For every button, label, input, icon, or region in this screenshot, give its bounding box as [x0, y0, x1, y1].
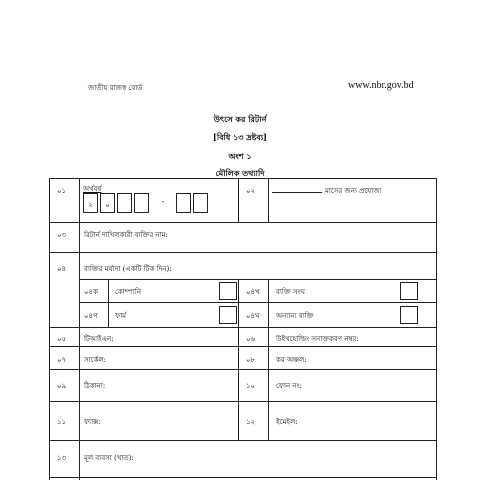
- middle-column-line: [268, 178, 269, 222]
- option-other-person-label: অন্যান্য ব্যক্তি: [276, 312, 314, 320]
- part-title: অংশ ১: [228, 151, 252, 161]
- tin-label: টিআইএন:: [84, 335, 114, 343]
- circle-label: সার্কেল:: [84, 356, 106, 364]
- fiscal-year-digit: ২: [88, 201, 93, 209]
- tax-zone-label: কর অঞ্চল:: [276, 356, 307, 364]
- row-number: ০৩: [57, 231, 67, 239]
- fiscal-year-digit-box[interactable]: [117, 193, 132, 213]
- applicable-month-label: মাসের জন্য প্রযোজ্য: [325, 187, 382, 195]
- middle-column-line: [268, 327, 269, 440]
- row-number: ১১: [57, 418, 67, 426]
- option-number: ০৪গ: [84, 312, 98, 320]
- row-number: ০৬: [246, 335, 256, 343]
- option-grid-line: [79, 302, 437, 303]
- fiscal-year-label: অর্থবর্ষ: [83, 185, 102, 193]
- person-status-label: ব্যক্তির মর্যাদা (একটি টিক দিন):: [84, 265, 172, 273]
- row-line: [49, 369, 437, 370]
- main-business-label: মূল ব্যবসা (খাত):: [84, 454, 134, 462]
- address-label: ঠিকানা:: [84, 382, 106, 390]
- row-line: [49, 327, 437, 328]
- phone-label: ফোন নং:: [276, 382, 302, 390]
- option-association-checkbox[interactable]: [400, 282, 418, 300]
- option-company-checkbox[interactable]: [219, 282, 237, 300]
- row-line: [49, 346, 437, 347]
- option-other-person-checkbox[interactable]: [400, 306, 418, 324]
- section-title: মৌলিক তথ্যাদি: [215, 168, 265, 178]
- row-number: ১০: [246, 382, 256, 390]
- form-title: উৎসে কর রিটার্ন: [213, 114, 267, 124]
- fiscal-year-digit-box[interactable]: [193, 193, 208, 213]
- option-grid-line: [108, 279, 109, 327]
- row-number: ০১: [57, 187, 67, 195]
- middle-column-line: [238, 327, 239, 440]
- row-line: [49, 477, 437, 478]
- number-column-line: [79, 178, 80, 480]
- filer-name-label: রিটার্ন দাখিলকারী ব্যক্তির নাম:: [84, 231, 168, 239]
- board-name: জাতীয় রাজস্ব বোর্ড: [88, 84, 143, 92]
- option-company-label: কোম্পানি: [115, 288, 142, 296]
- row-number: ১৩: [57, 454, 67, 462]
- option-grid-line: [238, 279, 239, 327]
- option-grid-line: [268, 279, 269, 327]
- fax-label: ফ্যাক্স:: [84, 418, 101, 426]
- row-number: ১২: [246, 418, 256, 426]
- row-line: [49, 252, 437, 253]
- row-number: ০৭: [57, 356, 67, 364]
- fiscal-year-digit: ০: [105, 201, 110, 209]
- option-firm-label: ফার্ম: [115, 312, 127, 320]
- row-number: ০৫: [57, 335, 67, 343]
- option-grid-line: [79, 279, 437, 280]
- row-number: ০৪: [57, 265, 67, 273]
- row-number: ০৯: [57, 382, 67, 390]
- website-url[interactable]: www.nbr.gov.bd: [348, 80, 414, 91]
- option-number: ০৪খ: [246, 288, 260, 296]
- row-line: [49, 440, 437, 441]
- fiscal-year-dash: -: [161, 198, 165, 206]
- fiscal-year-digit-box[interactable]: [134, 193, 149, 213]
- row-number: ০২: [246, 187, 256, 195]
- table-border-left: [49, 178, 50, 480]
- option-firm-checkbox[interactable]: [219, 306, 237, 324]
- table-border-right: [436, 178, 437, 480]
- month-blank-line[interactable]: [272, 192, 322, 193]
- rule-reference: [বিধি ১৩ দ্রষ্টব্য]: [213, 132, 267, 142]
- email-label: ইমেইল:: [276, 418, 298, 426]
- middle-column-line: [238, 178, 239, 222]
- row-line: [49, 222, 437, 223]
- option-number: ০৪ক: [84, 288, 98, 296]
- row-number: ০৮: [246, 356, 256, 364]
- option-number: ০৪ঘ: [246, 312, 260, 320]
- withholding-id-label: উইথহোল্ডিং সনাক্তকরণ নম্বর:: [276, 335, 359, 343]
- option-association-label: ব্যক্তি সংঘ: [276, 288, 305, 296]
- row-line: [49, 401, 437, 402]
- fiscal-year-digit-box[interactable]: [176, 193, 191, 213]
- row-line: [49, 178, 437, 179]
